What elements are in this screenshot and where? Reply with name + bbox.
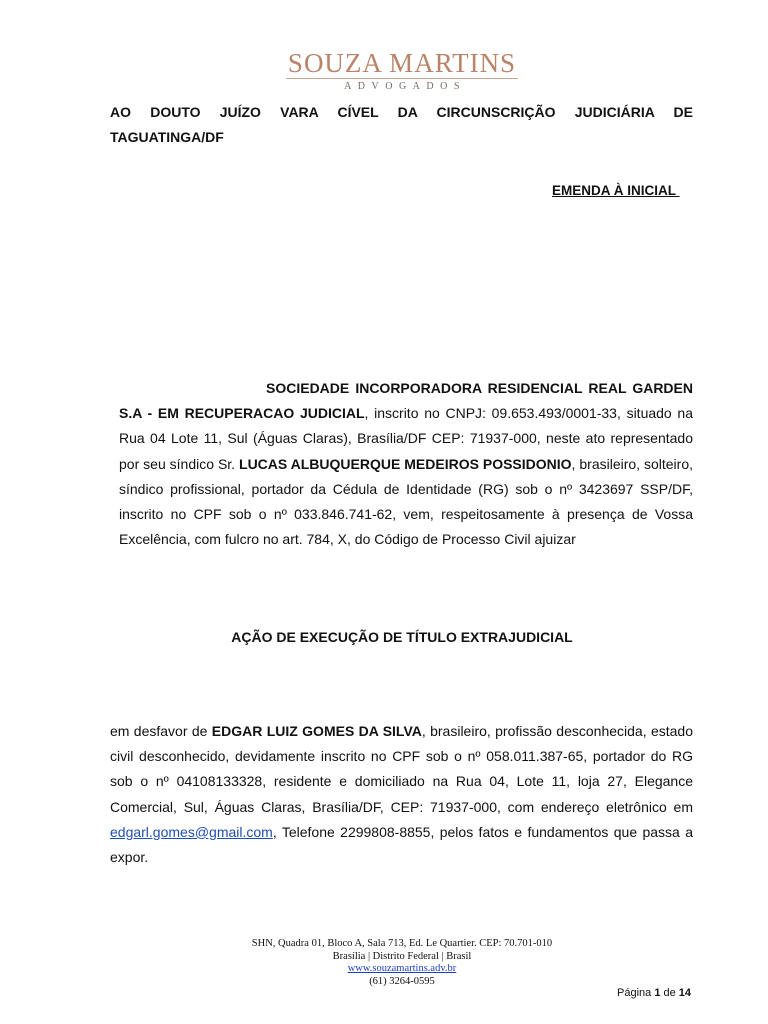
page-of: de <box>660 987 679 999</box>
court-heading: AO DOUTO JUÍZO VARA CÍVEL DA CIRCUNSCRIÇÃO JUDICIÁRIA DE TAGUATINGA/DF <box>110 104 693 145</box>
plaintiff-representative: LUCAS ALBUQUERQUE MEDEIROS POSSIDONIO <box>239 455 572 472</box>
plaintiff-details: , inscrito no CNPJ: 09.653.493/0001-33, situado na Rua 04 Lote 11, Sul (Águas Claras), Brasília/DF CEP: 71937-000, neste ato representado por seu síndico Sr. <box>119 405 693 472</box>
logo-subtitle: ADVOGADOS <box>344 81 466 92</box>
defendant-details-cont: , Telefone 2299808-8855, pelos fatos e fundamentos que passa a expor. <box>110 823 693 866</box>
defendant-name: EDGAR LUIZ GOMES DA SILVA <box>211 723 422 739</box>
plaintiff-paragraph <box>119 376 693 552</box>
page-number <box>617 987 691 999</box>
emenda-title: EMENDA À INICIAL <box>552 183 680 198</box>
defendant-paragraph <box>110 719 693 870</box>
page-label: Página <box>617 987 655 999</box>
plaintiff-details-cont: , brasileiro, solteiro, síndico profissional, portador da Cédula de Identidade (RG) sob o nº 3423697 SSP/DF, inscrito no CPF sob o nº 033.846.741-62, vem, respeitosamente à presença de Vossa Excelência, com fulcro no art. 784, X, do Código de Processo Civil ajuizar <box>119 455 694 548</box>
action-title: AÇÃO DE EXECUÇÃO DE TÍTULO EXTRAJUDICIAL <box>231 629 573 645</box>
logo-divider <box>286 78 518 79</box>
logo-name: SOUZA MARTINS <box>287 48 517 78</box>
defendant-email-link[interactable]: edgarl.gomes@gmail.com <box>110 823 273 840</box>
page-footer <box>0 938 768 988</box>
page-current: 1 <box>654 987 661 999</box>
defendant-details: , brasileiro, profissão desconhecida, estado civil desconhecido, devidamente inscrito no CPF sob o nº 058.011.387-65, portador do RG sob o nº 04108133328, residente e domiciliado na Rua 04, Lote 11, loja 27, Elegance Comercial, Sul, Águas Claras, Brasília/DF, CEP: 71937-000, com endereço eletrônico em <box>110 723 693 815</box>
footer-phone: (61) 3264-0595 <box>369 975 435 987</box>
defendant-prefix: em desfavor de <box>110 723 212 739</box>
page-total: 14 <box>678 987 692 999</box>
footer-website-link[interactable]: www.souzamartins.adv.br <box>347 963 457 975</box>
plaintiff-company: SOCIEDADE INCORPORADORA RESIDENCIAL REAL GARDEN S.A - EM RECUPERACAO JUDICIAL <box>119 380 693 422</box>
footer-address: SHN, Quadra 01, Bloco A, Sala 713, Ed. Le Quartier. CEP: 70.701-010 <box>251 938 553 949</box>
firm-logo <box>0 48 768 94</box>
footer-city: Brasília | Distrito Federal | Brasil <box>332 950 472 962</box>
